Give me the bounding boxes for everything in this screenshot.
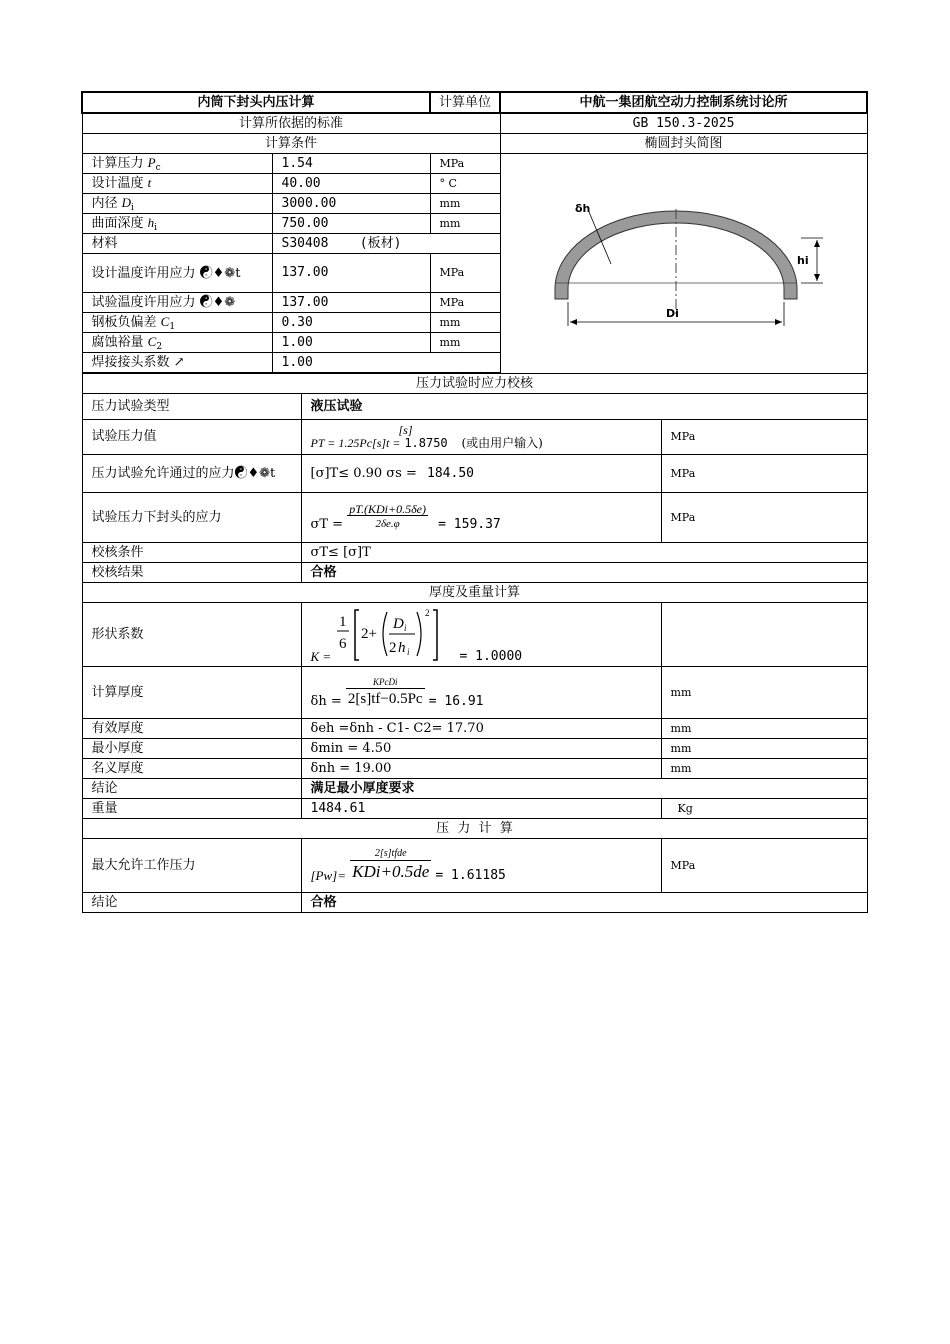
- condition-unit: mm: [430, 194, 500, 214]
- condition-label: 计算压力 $P_c$: [82, 154, 272, 174]
- pressure-test-title: 压力试验时应力校核: [82, 374, 867, 394]
- calc-thickness-value: = 16.91: [428, 694, 484, 709]
- shape-factor-label: 形状系数: [82, 603, 301, 667]
- test-stress-value: = 159.37: [438, 517, 501, 532]
- condition-label: 腐蚀裕量 $C_2$: [82, 333, 272, 353]
- condition-unit: ° C: [430, 174, 500, 194]
- svg-text:h: h: [398, 639, 406, 656]
- depth-label: hi: [796, 254, 809, 267]
- test-stress-prefix: σT =: [310, 517, 344, 532]
- dia-arrow-right: [775, 319, 782, 325]
- thickness-conclusion-value: 满足最小厚度要求: [301, 779, 867, 799]
- calc-thickness-prefix: δh =: [310, 694, 342, 709]
- svg-text:6: 6: [339, 635, 347, 652]
- condition-label: 焊接接头系数 ↗: [82, 353, 272, 373]
- ellipsoid-head-svg: [501, 154, 866, 364]
- min-thickness-value: δmin = 4.50: [301, 739, 661, 759]
- svg-text:2+: 2+: [361, 625, 378, 642]
- standard-label: 计算所依据的标准: [82, 113, 500, 134]
- calc-table: [81, 91, 868, 913]
- unit-label: 计算单位: [430, 92, 500, 113]
- condition-label: 内径 $D_i$: [82, 194, 272, 214]
- allowed-stress-value: 184.50: [427, 465, 474, 481]
- max-pressure-value: = 1.61185: [435, 868, 506, 883]
- condition-unit: mm: [430, 214, 500, 234]
- condition-value: 40.00: [272, 174, 430, 194]
- allowed-stress-formula-cell: [301, 455, 661, 493]
- allowed-stress-label: 压力试验允许通过的应力☯♦❁t: [82, 455, 301, 493]
- condition-value: 0.30: [272, 313, 430, 333]
- standard-value: GB 150.3-2025: [500, 113, 867, 134]
- max-pressure-denominator: KDi+0.5de: [352, 862, 430, 881]
- test-pressure-formula-cell: [301, 420, 661, 455]
- conditions-title: 计算条件: [82, 134, 500, 154]
- weight-value: 1484.61: [301, 799, 661, 819]
- final-conclusion-value: 合格: [301, 893, 867, 913]
- max-pressure-unit: MPa: [661, 839, 867, 893]
- sheet-title: 内筒下封头内压计算: [82, 92, 430, 113]
- max-pressure-fraction: [350, 848, 431, 883]
- condition-unit: MPa: [430, 254, 500, 293]
- pressure-calc-title: 压 力 计 算: [82, 819, 867, 839]
- test-stress-unit: MPa: [661, 493, 867, 543]
- weight-label: 重量: [82, 799, 301, 819]
- test-pressure-formula-top: [s]: [398, 423, 413, 437]
- ellipsoid-head-diagram: [500, 154, 867, 374]
- calc-thickness-formula-cell: [301, 667, 661, 719]
- test-stress-denominator: 2δe.φ: [375, 518, 400, 530]
- allowed-stress-formula: [σ]T≤ 0.90 σs =: [310, 465, 417, 481]
- check-condition-label: 校核条件: [82, 543, 301, 563]
- shape-factor-formula-cell: [301, 603, 661, 667]
- condition-value: 137.00: [272, 293, 430, 313]
- calc-thickness-fraction: [346, 676, 425, 709]
- svg-text:i: i: [404, 622, 407, 633]
- condition-value: 1.00: [272, 353, 500, 373]
- eff-thickness-value: δeh =δnh - C1- C2= 17.70: [301, 719, 661, 739]
- test-pressure-formula: PT = 1.25Pc[s]t =: [310, 436, 401, 450]
- weight-unit: Kg: [661, 799, 867, 819]
- condition-value: 1.54: [272, 154, 430, 174]
- test-stress-fraction: [347, 503, 428, 532]
- min-thickness-label: 最小厚度: [82, 739, 301, 759]
- thickness-title: 厚度及重量计算: [82, 583, 867, 603]
- test-pressure-label: 试验压力值: [82, 420, 301, 455]
- test-stress-label: 试验压力下封头的应力: [82, 493, 301, 543]
- condition-unit: MPa: [430, 154, 500, 174]
- condition-unit: mm: [430, 333, 500, 353]
- depth-arrow-bottom: [814, 274, 820, 281]
- test-type-value: 液压试验: [301, 394, 867, 420]
- dia-arrow-left: [570, 319, 577, 325]
- check-result-value: 合格: [301, 563, 867, 583]
- check-condition-value: σT≤ [σ]T: [301, 543, 867, 563]
- eff-thickness-label: 有效厚度: [82, 719, 301, 739]
- condition-value: 750.00: [272, 214, 430, 234]
- condition-label: 设计温度 t: [82, 174, 272, 194]
- condition-unit: mm: [430, 313, 500, 333]
- calc-thickness-label: 计算厚度: [82, 667, 301, 719]
- condition-unit: MPa: [430, 293, 500, 313]
- max-pressure-label: 最大允许工作压力: [82, 839, 301, 893]
- calc-thickness-denominator: 2[s]tf−0.5Pc: [347, 691, 423, 707]
- nominal-thickness-unit: mm: [661, 759, 867, 779]
- condition-value: S30408 (板材): [272, 234, 500, 254]
- shape-factor-formula-svg: [335, 606, 455, 664]
- test-pressure-value: 1.8750: [404, 436, 448, 450]
- condition-label: 钢板负偏差 $C_1$: [82, 313, 272, 333]
- svg-text:D: D: [393, 615, 405, 632]
- svg-text:2: 2: [389, 639, 397, 656]
- test-pressure-note: (或由用户输入): [461, 436, 543, 450]
- condition-value: 1.00: [272, 333, 430, 353]
- diameter-label: Di: [665, 307, 679, 320]
- calc-thickness-numerator: KPcDi: [346, 676, 425, 689]
- condition-value: 137.00: [272, 254, 430, 293]
- condition-label: 试验温度许用应力 ☯♦❁: [82, 293, 272, 313]
- svg-text:i: i: [407, 646, 410, 657]
- calc-thickness-unit: mm: [661, 667, 867, 719]
- min-thickness-unit: mm: [661, 739, 867, 759]
- max-pressure-numerator: 2[s]tfde: [350, 848, 431, 861]
- test-stress-numerator: pT.(KDi+0.5δe): [349, 502, 426, 516]
- calculation-sheet: [81, 91, 866, 913]
- thickness-label: δh: [574, 202, 590, 215]
- svg-text:1: 1: [339, 613, 347, 630]
- depth-arrow-top: [814, 240, 820, 247]
- final-conclusion-label: 结论: [82, 893, 301, 913]
- test-pressure-unit: MPa: [661, 420, 867, 455]
- condition-label: 材料: [82, 234, 272, 254]
- condition-label: 曲面深度 $h_i$: [82, 214, 272, 234]
- unit-value: 中航一集团航空动力控制系统讨论所: [500, 92, 867, 113]
- allowed-stress-unit: MPa: [661, 455, 867, 493]
- test-stress-formula-cell: [301, 493, 661, 543]
- max-pressure-formula-cell: [301, 839, 661, 893]
- max-pressure-prefix: [Pw]=: [310, 868, 347, 883]
- condition-label: 设计温度许用应力 ☯♦❁t: [82, 254, 272, 293]
- shape-factor-prefix: K =: [310, 648, 332, 664]
- test-type-label: 压力试验类型: [82, 394, 301, 420]
- diagram-title: 椭圆封头简图: [500, 134, 867, 154]
- shape-factor-value: = 1.0000: [459, 648, 523, 664]
- thickness-conclusion-label: 结论: [82, 779, 301, 799]
- check-result-label: 校核结果: [82, 563, 301, 583]
- svg-text:2: 2: [425, 607, 430, 618]
- nominal-thickness-label: 名义厚度: [82, 759, 301, 779]
- condition-value: 3000.00: [272, 194, 430, 214]
- condition-row: [82, 154, 867, 174]
- nominal-thickness-value: δnh = 19.00: [301, 759, 661, 779]
- eff-thickness-unit: mm: [661, 719, 867, 739]
